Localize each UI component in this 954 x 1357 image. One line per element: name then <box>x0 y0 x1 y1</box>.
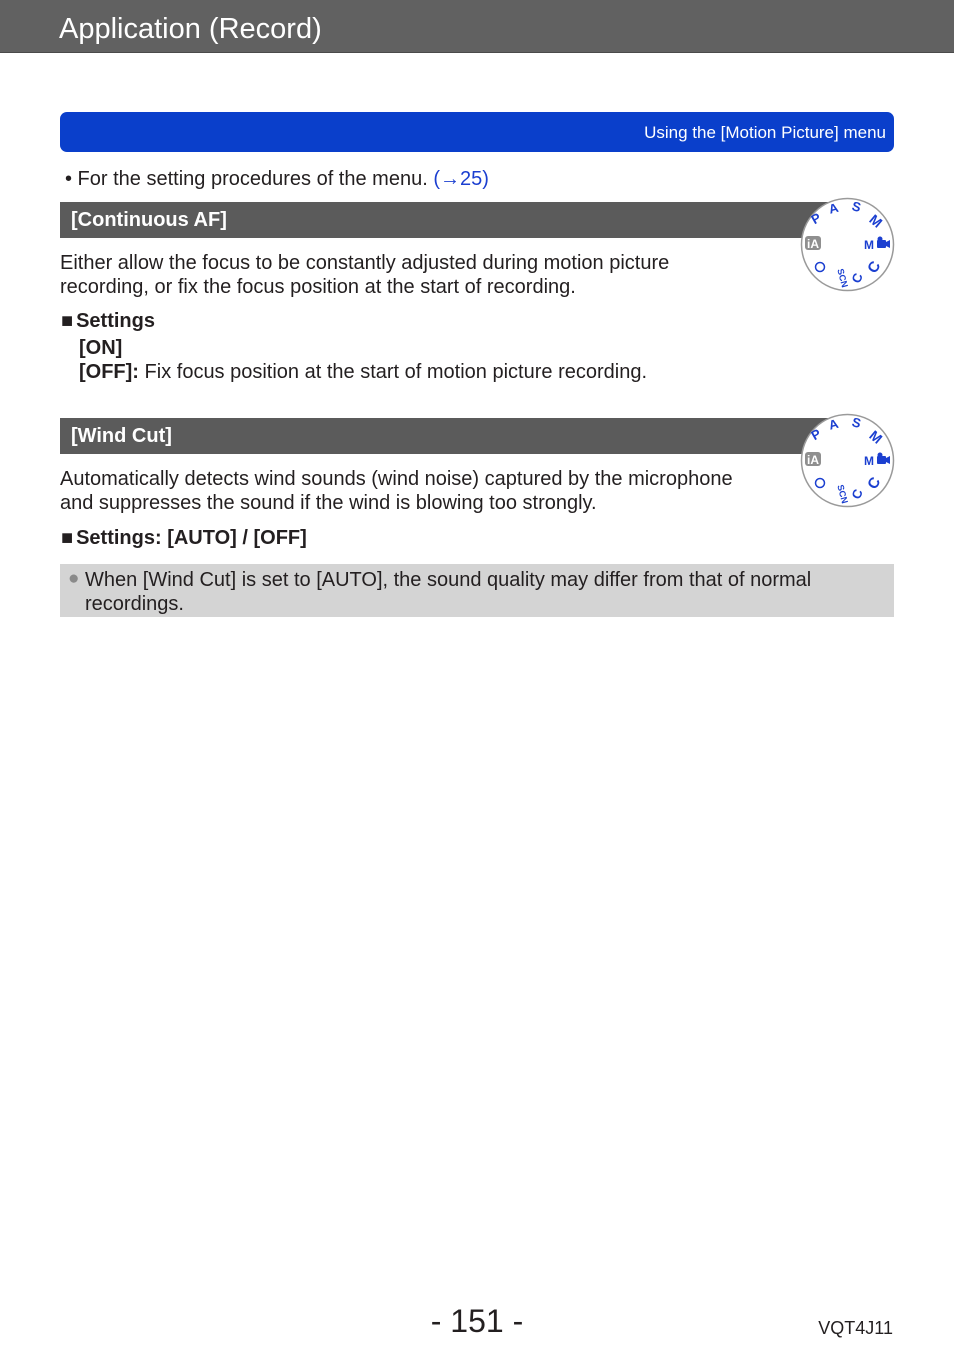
document-code: VQT4J11 <box>818 1318 893 1338</box>
svg-text:SCN: SCN <box>835 483 850 505</box>
svg-text:M: M <box>864 238 874 252</box>
option-off: [OFF]: Fix focus position at the start of motion picture recording. <box>79 361 648 383</box>
section-label: Using the [Motion Picture] menu <box>644 123 886 142</box>
svg-text:M: M <box>864 454 874 468</box>
svg-text:C: C <box>864 474 885 493</box>
mode-dial-icon <box>800 413 895 508</box>
note-box <box>60 564 894 617</box>
svg-text:iA: iA <box>807 237 819 251</box>
header-bar <box>0 0 954 53</box>
settings-heading: ■ Settings: [AUTO] / [OFF] <box>61 527 307 549</box>
svg-text:C: C <box>864 258 885 277</box>
square-bullet-icon: ■ <box>61 310 74 332</box>
svg-text:SCN: SCN <box>835 267 850 289</box>
note-text: When [Wind Cut] is set to [AUTO], the sound quality may differ from that of normal recordings. <box>85 569 812 615</box>
svg-text:C: C <box>848 487 866 502</box>
svg-text:M: M <box>866 211 886 231</box>
intro-text: • For the setting procedures of the menu. <box>65 168 434 190</box>
svg-text:iA: iA <box>807 453 819 467</box>
chapter-title: Application (Record) <box>59 13 322 45</box>
section-bar <box>60 112 894 152</box>
settings-heading: ■ Settings <box>61 310 155 332</box>
page-reference-link[interactable]: (→25) <box>433 168 489 190</box>
svg-text:P: P <box>808 425 824 444</box>
heading-title: [Wind Cut] <box>71 425 172 447</box>
wind-cut-heading <box>60 415 860 454</box>
continuous-af-description: Either allow the focus to be constantly adjusted during motion picture recording, or fix the focus position at the start of recording. <box>60 252 670 298</box>
svg-text:P: P <box>808 209 824 228</box>
circle-bullet-icon: ● <box>68 568 80 589</box>
option-on: [ON] <box>79 337 123 359</box>
heading-title: [Continuous AF] <box>71 209 227 231</box>
svg-text:M: M <box>866 427 886 447</box>
svg-text:C: C <box>848 271 866 286</box>
square-bullet-icon: ■ <box>61 527 74 549</box>
mode-dial-icon <box>800 197 895 292</box>
continuous-af-heading <box>60 199 860 238</box>
intro-line <box>65 168 489 191</box>
svg-text:S: S <box>850 414 863 431</box>
wind-cut-description: Automatically detects wind sounds (wind noise) captured by the microphone and suppresses the sound if the wind is blowing too strongly. <box>60 468 733 514</box>
svg-text:A: A <box>827 415 841 433</box>
svg-text:A: A <box>827 199 841 217</box>
page-number: - 151 - <box>430 1303 524 1339</box>
svg-text:S: S <box>850 198 863 215</box>
